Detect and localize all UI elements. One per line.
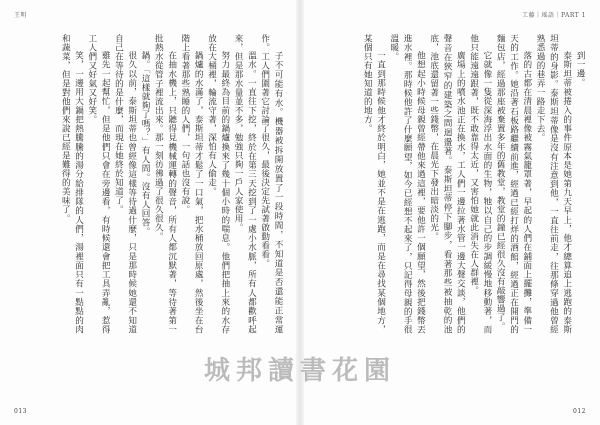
paragraph: 泰斯坦蒂被捲入的事件原本是她第九天早上，他才總算追上逃跑的泰斯坦蒂的身影。泰斯坦蒂像是沒有注意到他，一直往前走，往那條穿過他曾經熟悉過的巷弄一路走下去。 (535, 34, 572, 334)
paragraph: 鍋爐的水滿了，泰斯坦蒂才鬆了一口氣，把水桶放回原處，然後坐在台階上看著那些熟睡的人們，一句話也沒有說。 (179, 34, 204, 334)
paragraph: 落的古都在清晨裡像被霧氣籠罩著，早起的人們在鋪面上擺攤，準備一天的工作。她沿著石板路繼續前進，經過已經打烊的酒館，經過正在開門的麵包店，經過那座被棄置多年的舊教堂，教堂的鐘已經很久沒有敲響過了。 (495, 34, 532, 334)
paragraph: 廣場上的噴水池正在換水，工人們一邊拉著水管一邊大聲交談，他們的聲音在狹窄的建築之間迴盪著。泰斯坦蒂停下腳步，看著那些被抽乾的池底，池底還留著一些錢幣，在晨光下發出暗淡的光。 (428, 34, 466, 334)
paragraph: 很久以前，泰斯坦蒂也曾經像這樣等待過什麼，只是那時候她還不知道自己在等待的是什麼，而現在她終於知道了。 (113, 34, 137, 334)
right-running-head: 工藤｜瑤語｜PART 1 (522, 12, 586, 19)
paragraph: 一直到那時候他才終於明白，她並不是在逃跑，而是在尋找某個地方，某個只有她知道的地方。 (362, 34, 386, 334)
publisher-watermark: 城邦讀書花園 (203, 356, 396, 386)
left-running-head: 王明 (14, 12, 28, 19)
left-page-body (18, 34, 284, 334)
paragraph: 努力最終為目前的鍋爐換來了幾十個小時的喘息。他們把抽上來的水存放在大桶裡，輪流守著，深怕有人偷走。 (206, 34, 230, 334)
paragraph: 在抽水機上，只聽得見機械運轉的聲音，所有人都沉默著，等待著第一批熱水從管子裡流出來。那一刻彷彿過了很久很久。 (153, 34, 177, 334)
paragraph: 他想起小時候母親曾經帶他來過這裡，要他許一個願望，然後把錢幣丟進水裡。那時候他許了什麼願望，如今已經想不起來了，只記得母親的手很溫暖。 (388, 34, 426, 334)
paragraph: 雞先一起幫忙，但是他們只會在旁邊看，有時候還會把工具弄亂，惹得工人們又好氣又好笑。 (86, 34, 111, 334)
right-page-body (320, 34, 586, 334)
left-page-number: 013 (14, 408, 27, 415)
paragraph: 到一邊。 (575, 51, 585, 88)
paragraph: 笑，一邊用大鍋把熱騰騰的湯分給排隊的人們，湯裡面只有一點點的肉和蔬菜，但是對他們來說已經是難得的美味了。 (60, 34, 84, 334)
paragraph: 它就像一隻從深海浮出水面的生物，牠以自己的步調緩慢地移動著，而他只能遠遠跟著，既不敢靠得太近，又害怕她就此消失在人群裡。 (468, 34, 492, 334)
right-page-number: 012 (573, 408, 586, 415)
paragraph: 溫水。一直往下挖，終於在第三天挖到了一處小水脈，所有人都歡呼起來，但是那水量並不多，勉強只夠一戶人家使用。 (233, 34, 257, 334)
paragraph: 子不可能有水。機器被拆開放置了一段時間，不知道是否還能正常運作。工人們圍著它討論了很久，最後決定先試著啟動看看。 (259, 34, 283, 334)
paragraph: 鍋。「這樣就夠了嗎？」有人問。沒有人回答。 (140, 51, 151, 236)
